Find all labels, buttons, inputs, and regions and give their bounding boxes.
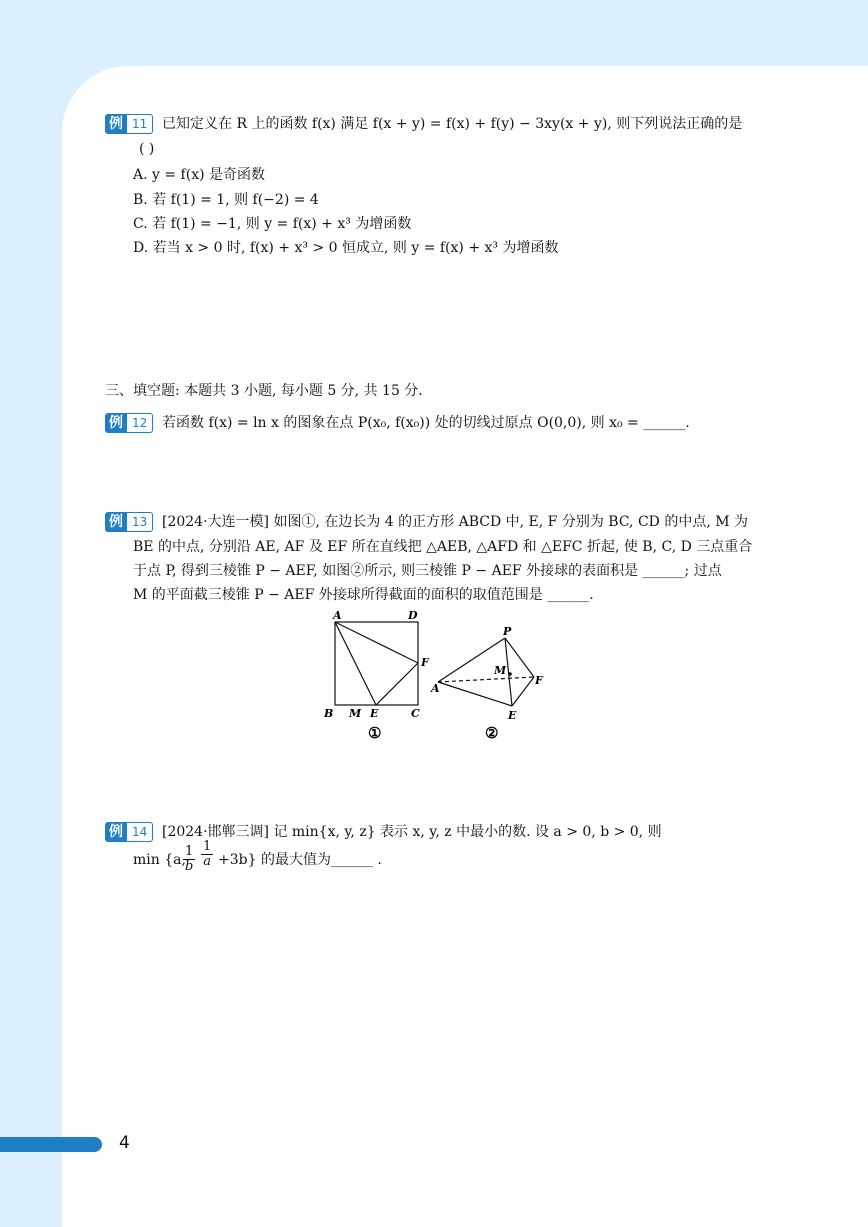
label-p: P — [503, 625, 512, 638]
label-d: D — [408, 609, 418, 622]
label-m: M — [494, 664, 507, 677]
edge-ae — [438, 682, 512, 706]
label-e: E — [370, 707, 379, 720]
q11-choice-d: D. 若当 x > 0 时, f(x) + x³ > 0 恒成立, 则 y = f(x) + x³ 为增函数 — [133, 240, 559, 256]
q11-stem: 已知定义在 R 上的函数 f(x) 满足 f(x + y) = f(x) + f(y) − 3xy(x + y), 则下列说法正确的是 — [162, 116, 743, 132]
segment-ae — [335, 622, 376, 705]
example-label: 例 — [105, 822, 127, 842]
segment-af — [335, 622, 418, 663]
q12-stem: 若函数 f(x) = ln x 的图象在点 P(x₀, f(x₀)) 处的切线过原点 O(0,0), 则 x₀ = ______. — [162, 415, 690, 431]
example-label: 例 — [105, 512, 127, 532]
example-number: 11 — [127, 114, 153, 134]
example-label: 例 — [105, 114, 127, 134]
label-b: B — [324, 707, 334, 720]
example-number: 13 — [127, 512, 153, 532]
example-number: 12 — [127, 413, 153, 433]
example-number: 14 — [127, 822, 153, 842]
section-heading: 三、填空题: 本题共 3 小题, 每小题 5 分, 共 15 分. — [105, 383, 423, 399]
example-12-tag — [105, 413, 153, 433]
q11-choice-b: B. 若 f(1) = 1, 则 f(−2) = 4 — [133, 192, 319, 208]
label-m: M — [349, 707, 362, 720]
label-a: A — [333, 609, 342, 622]
q14-line-1: [2024·邯郸三调] 记 min{x, y, z} 表示 x, y, z 中最小的数. 设 a > 0, b > 0, 则 — [162, 824, 662, 840]
figure-2-tetrahedron — [428, 624, 558, 744]
figure-1-caption: ① — [368, 724, 382, 742]
label-c: C — [411, 707, 420, 720]
q11-choice-c: C. 若 f(1) = −1, 则 y = f(x) + x³ 为增函数 — [133, 216, 412, 232]
fraction-numerator: 1 — [203, 839, 212, 854]
point-m — [508, 672, 512, 676]
edge-ef — [512, 677, 534, 706]
example-label: 例 — [105, 413, 127, 433]
label-f: F — [535, 674, 543, 687]
q13-line-1: [2024·大连一模] 如图①, 在边长为 4 的正方形 ABCD 中, E, F 分别为 BC, CD 的中点, M 为 — [162, 514, 749, 530]
example-14-tag — [105, 822, 153, 842]
fraction-numerator: 1 — [185, 844, 194, 859]
label-f: F — [421, 656, 429, 669]
fraction-denominator: a — [203, 854, 212, 869]
square-abcd — [335, 622, 418, 705]
label-e: E — [508, 709, 517, 722]
page-number: 4 — [119, 1133, 130, 1153]
edge-pf — [505, 638, 534, 677]
fraction-denominator: b — [184, 859, 194, 874]
q14-line-2-prefix: min {a, — [133, 852, 186, 868]
fraction-1-over-a — [201, 840, 213, 869]
q14-line-2-suffix: +3b} 的最大值为______ . — [218, 852, 382, 868]
example-11-tag — [105, 114, 153, 134]
q13-line-3: 于点 P, 得到三棱锥 P − AEF, 如图②所示, 则三棱锥 P − AEF 外接球的表面积是 ______; 过点 — [133, 563, 722, 579]
label-a: A — [431, 682, 440, 695]
fraction-1-over-b — [183, 845, 195, 874]
q11-choice-a: A. y = f(x) 是奇函数 — [133, 167, 266, 183]
q11-answer-blank: ( ) — [139, 141, 155, 157]
edge-af-hidden — [438, 677, 534, 682]
example-13-tag — [105, 512, 153, 532]
footer-bar — [0, 1137, 102, 1152]
q13-line-4: M 的平面截三棱锥 P − AEF 外接球所得截面的面积的取值范围是 ______. — [133, 587, 594, 603]
segment-ef — [376, 663, 418, 705]
figure-1-square — [318, 604, 430, 744]
q13-line-2: BE 的中点, 分别沿 AE, AF 及 EF 所在直线把 △AEB, △AFD 和 △EFC 折起, 使 B, C, D 三点重合 — [133, 539, 753, 555]
figure-2-caption: ② — [485, 724, 499, 742]
